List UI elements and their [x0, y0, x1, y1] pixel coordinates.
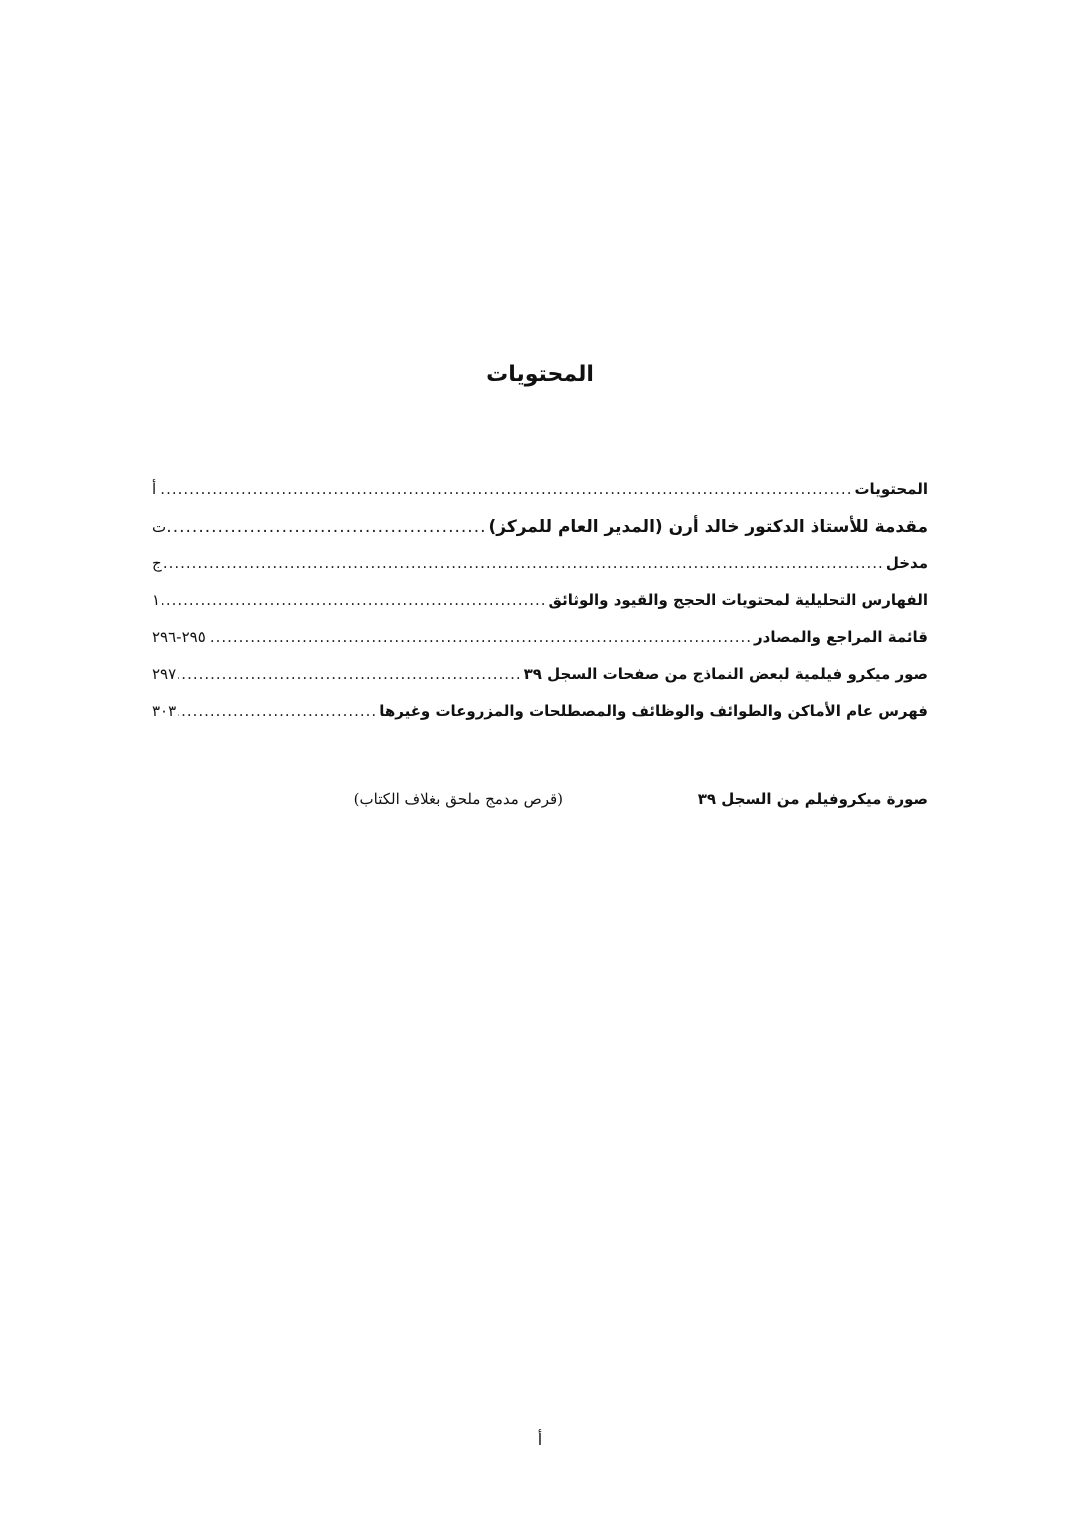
toc-entry-analytical-indexes [152, 591, 928, 628]
toc-entry-page: أ [152, 480, 157, 498]
page-title: المحتويات [486, 362, 594, 387]
toc-entry-general-index [152, 702, 928, 739]
table-of-contents [152, 480, 928, 739]
toc-entry-page: ج [152, 554, 162, 572]
toc-entry-label: الفهارس التحليلية لمحتويات الحجج والقيود والوثائق [548, 591, 928, 609]
toc-dot-leader [208, 628, 752, 646]
toc-entry-page: ٣٠٣ [152, 702, 177, 720]
toc-entry-contents [152, 480, 928, 517]
toc-dot-leader [178, 665, 521, 683]
toc-entry-label: مدخل [885, 554, 928, 572]
toc-entry-label: فهرس عام الأماكن والطوائف والوظائف والمصطلحات والمزروعات وغيرها [379, 702, 928, 720]
toc-entry-introduction [152, 517, 928, 554]
toc-entry-label: قائمة المراجع والمصادر [754, 628, 928, 646]
toc-dot-leader [158, 480, 852, 498]
toc-dot-leader [168, 517, 486, 537]
toc-entry-label: المحتويات [854, 480, 928, 498]
toc-dot-leader [162, 591, 546, 609]
toc-entry-label: صور ميكرو فيلمية لبعض النماذج من صفحات السجل ٣٩ [523, 665, 928, 683]
toc-dot-leader [178, 702, 377, 720]
toc-dot-leader [164, 554, 884, 572]
microfilm-note-detail: (قرص مدمج ملحق بغلاف الكتاب) [353, 790, 563, 808]
footer-page-number: أ [537, 1430, 543, 1449]
toc-entry-page: ١ [152, 591, 161, 609]
toc-entry-label: مقدمة للأستاذ الدكتور خالد أرن (المدير العام للمركز) [488, 517, 928, 537]
microfilm-note-label: صورة ميكروفيلم من السجل ٣٩ [697, 790, 928, 808]
toc-entry-microfilm-images [152, 665, 928, 702]
toc-entry-page: ٢٩٧ [152, 665, 177, 683]
toc-entry-preface [152, 554, 928, 591]
toc-entry-page: ت [152, 518, 167, 536]
toc-entry-references [152, 628, 928, 665]
toc-entry-page: ٢٩٥-٢٩٦ [152, 628, 206, 646]
